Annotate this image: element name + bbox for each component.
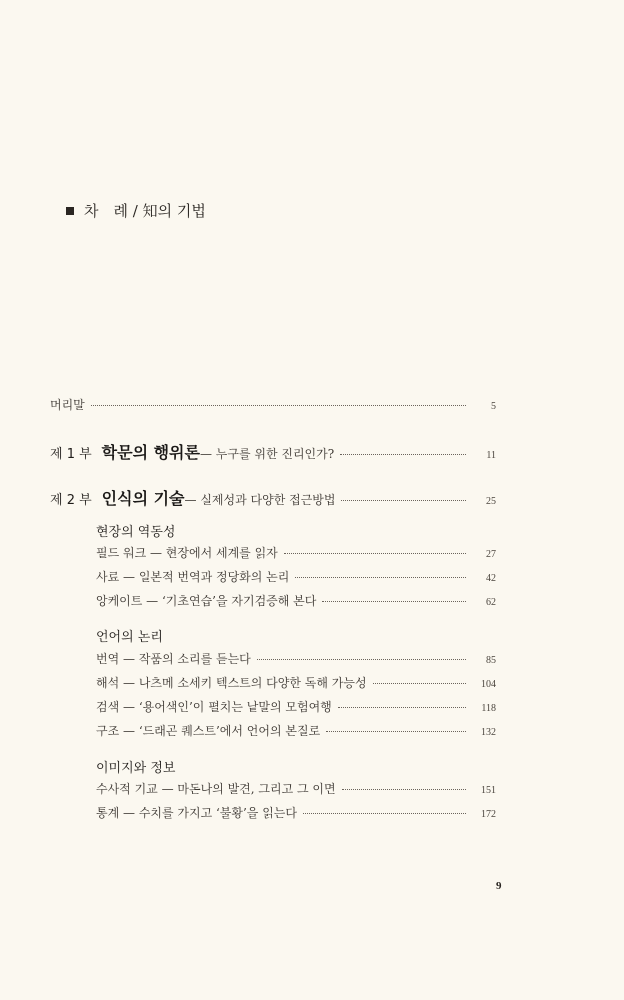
toc-label: 검색 — ‘용어색인’이 펼치는 낱말의 모험여행: [96, 700, 332, 714]
toc-row-part1: [50, 440, 496, 463]
toc-row-part2: [50, 486, 496, 509]
part-title: 학문의 행위론: [101, 443, 200, 462]
leader-dots: [340, 454, 466, 455]
toc-label: 머리말: [50, 398, 85, 412]
toc-row: [96, 568, 496, 585]
leader-dots: [91, 405, 466, 406]
part-number: 제 1 부: [50, 447, 92, 462]
toc-page: 27: [486, 549, 496, 560]
toc-page: 25: [486, 496, 496, 507]
toc-label: 필드 워크 — 현장에서 세계를 읽자: [96, 546, 278, 560]
toc-page: 172: [481, 809, 496, 820]
section-title: 현장의 역동성: [96, 525, 176, 540]
section-title: 언어의 논리: [96, 630, 163, 645]
section-title: 이미지와 정보: [96, 761, 176, 776]
toc-page: 104: [481, 679, 496, 690]
toc-row: [96, 674, 496, 691]
leader-dots: [373, 683, 466, 684]
part-subtitle: — 실제성과 다양한 접근방법: [184, 493, 336, 507]
toc-row: [96, 698, 496, 715]
toc-row: [96, 592, 496, 609]
toc-page: 42: [486, 573, 496, 584]
toc-label: 사료 — 일본적 번역과 정당화의 논리: [96, 570, 290, 584]
leader-dots: [257, 659, 466, 660]
toc-row: [96, 544, 496, 561]
toc-heading-text: 차 례 / 知의 기법: [84, 202, 206, 220]
toc-page: 11: [486, 450, 496, 461]
square-bullet-icon: [66, 207, 74, 215]
toc-page: 5: [491, 401, 496, 412]
part-title: 인식의 기술: [101, 489, 185, 508]
toc-label: 구조 — ‘드래곤 퀘스트’에서 언어의 본질로: [96, 724, 321, 738]
toc-row: [96, 780, 496, 797]
toc-page: 151: [481, 785, 496, 796]
page-number: 9: [496, 880, 502, 892]
toc-label: 해석 — 나츠메 소세키 텍스트의 다양한 독해 가능성: [96, 676, 367, 690]
leader-dots: [338, 707, 466, 708]
leader-dots: [284, 553, 466, 554]
leader-dots: [303, 813, 466, 814]
toc-label: 통계 — 수치를 가지고 ‘불황’을 읽는다: [96, 806, 297, 820]
leader-dots: [342, 789, 466, 790]
leader-dots: [341, 500, 466, 501]
toc-page: 62: [486, 597, 496, 608]
toc-label: 앙케이트 — ‘기초연습’을 자기검증해 본다: [96, 594, 317, 608]
toc-heading: [66, 200, 206, 221]
part-number: 제 2 부: [50, 493, 92, 508]
part-subtitle: — 누구를 위한 진리인가?: [199, 447, 335, 461]
toc-label: 번역 — 작품의 소리를 듣는다: [96, 652, 251, 666]
toc-row: [96, 722, 496, 739]
toc-page: 132: [481, 727, 496, 738]
toc-row: [96, 804, 496, 821]
toc-page: 118: [481, 703, 496, 714]
toc-page: 85: [486, 655, 496, 666]
leader-dots: [326, 731, 466, 732]
leader-dots: [322, 601, 466, 602]
toc-row: [96, 650, 496, 667]
leader-dots: [295, 577, 466, 578]
toc-label: 수사적 기교 — 마돈나의 발견, 그리고 그 이면: [96, 782, 336, 796]
toc-row-preface: [50, 396, 496, 413]
